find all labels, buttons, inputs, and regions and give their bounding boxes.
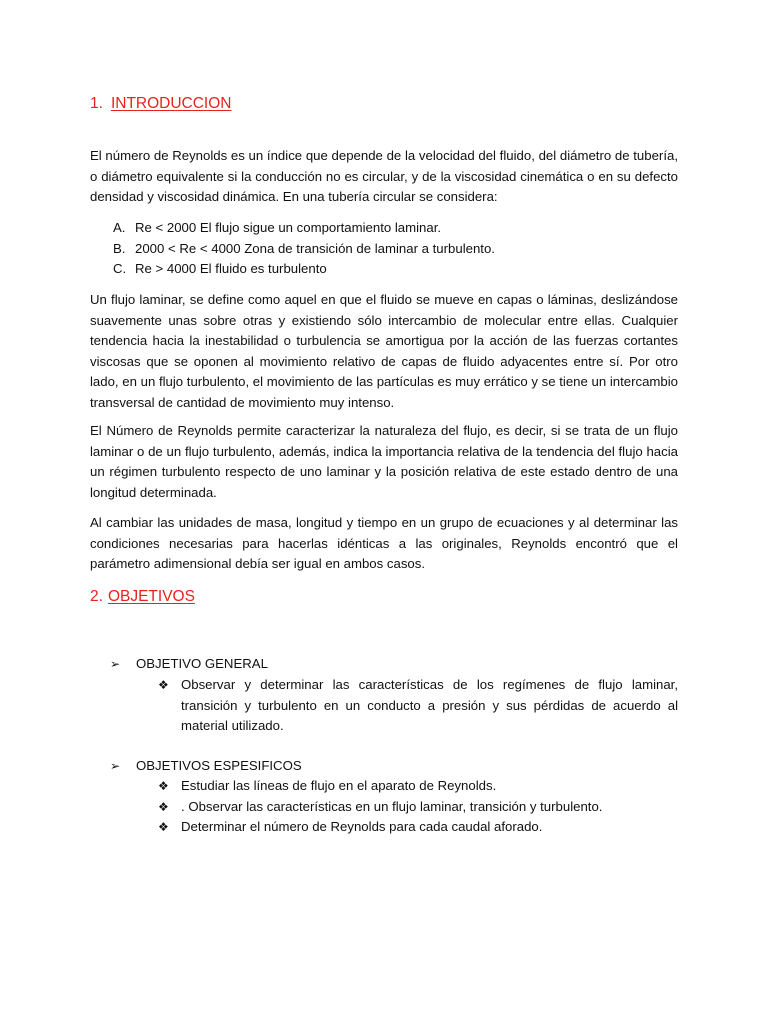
diamond-bullet-icon: ❖ xyxy=(158,678,169,692)
list-letter: C. xyxy=(113,261,127,277)
list-item-text: Estudiar las líneas de flujo en el aparato de Reynolds. xyxy=(181,778,497,793)
list-item xyxy=(158,797,678,818)
arrow-bullet-icon: ➢ xyxy=(110,657,121,671)
section-number: 2. xyxy=(90,588,103,605)
list-item-text: Re < 2000 El flujo sigue un comportamiento laminar. xyxy=(135,220,442,235)
list-item-text: 2000 < Re < 4000 Zona de transición de laminar a turbulento. xyxy=(135,240,495,256)
list-item xyxy=(90,259,678,280)
section-title: OBJETIVOS xyxy=(107,588,195,605)
arrow-bullet-icon: ➢ xyxy=(110,759,121,773)
list-item xyxy=(158,675,678,737)
objetivo-general-label: OBJETIVO GENERAL xyxy=(136,656,268,671)
section-heading-objetivos xyxy=(90,588,195,606)
list-item-text: . Observar las características en un flujo laminar, transición y turbulento. xyxy=(181,798,603,814)
list-item-text: Observar y determinar las características de los regímenes de flujo laminar, transición y turbulento en un conducto a presión y sus pérdidas de acuerdo al material utilizado. xyxy=(181,677,678,734)
diamond-bullet-icon: ❖ xyxy=(158,779,169,793)
objetivos-especificos-label: OBJETIVOS ESPESIFICOS xyxy=(136,758,302,773)
reynolds-number-paragraph: El Número de Reynolds permite caracterizar la naturaleza del flujo, es decir, si se trata de un flujo laminar o de un flujo turbulento, además, indica la importancia relativa de la tendencia del flujo hacia un régimen turbulento respecto de uno laminar y la posición relativa de este estado dentro de una longitud determinada. xyxy=(90,423,678,500)
reynolds-regimes-list xyxy=(90,218,678,280)
list-item xyxy=(158,817,678,838)
list-letter: B. xyxy=(113,240,126,256)
units-paragraph: Al cambiar las unidades de masa, longitud y tiempo en un grupo de ecuaciones y al determinar las condiciones necesarias para hacerlas idénticas a las originales, Reynolds encontró que el parámetro adimensional debía ser igual en ambos casos. xyxy=(90,515,678,572)
objetivo-general-list xyxy=(158,675,678,737)
diamond-bullet-icon: ❖ xyxy=(158,820,169,835)
objetivo-general-heading xyxy=(110,654,268,675)
list-letter: A. xyxy=(113,220,126,235)
intro-paragraph: El número de Reynolds es un índice que depende de la velocidad del fluido, del diámetro de tubería, o diámetro equivalente si la conducción no es circular, y de la viscosidad cinemática o en su defecto densidad y viscosidad dinámica. En una tubería circular se considera: xyxy=(90,148,678,205)
objetivos-especificos-heading xyxy=(110,756,302,777)
list-item xyxy=(158,776,678,797)
list-item-text: Re > 4000 El fluido es turbulento xyxy=(135,261,327,277)
objetivos-especificos-list xyxy=(158,776,678,838)
list-item xyxy=(90,239,678,260)
list-item xyxy=(90,218,678,239)
laminar-flow-paragraph: Un flujo laminar, se define como aquel en que el fluido se mueve en capas o láminas, deslizándose suavemente unas sobre otras y existiendo sólo intercambio de molecular entre ellas. Cualquier tendencia hacia la inestabilidad o turbulencia se amortigua por la acción de las fuerzas cortantes viscosas que se oponen al movimiento relativo de capas de fluido adyacentes entre sí. Por otro lado, en un flujo turbulento, el movimiento de las partículas es muy errático y se tiene un intercambio transversal de cantidad de movimiento muy intenso. xyxy=(90,292,678,410)
diamond-bullet-icon: ❖ xyxy=(158,799,169,814)
list-item-text: Determinar el número de Reynolds para cada caudal aforado. xyxy=(181,819,543,835)
section-heading-introduccion xyxy=(90,95,232,113)
section-title: INTRODUCCION xyxy=(110,95,232,112)
section-number: 1. xyxy=(90,95,103,112)
